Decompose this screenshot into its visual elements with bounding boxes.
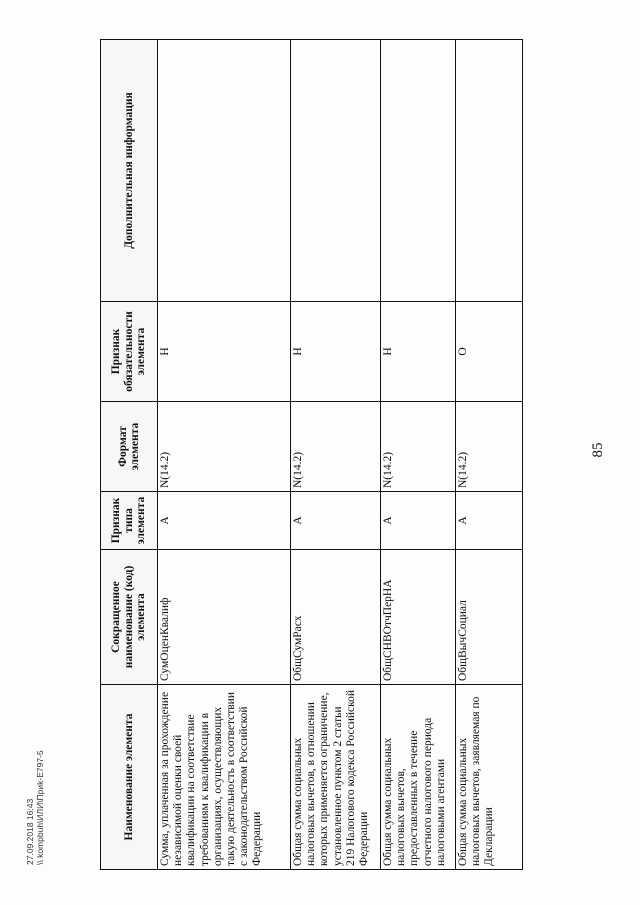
table-row — [456, 40, 523, 870]
table-row — [158, 40, 291, 870]
cell-info — [381, 40, 456, 302]
cell-format: N(14.2) — [291, 402, 381, 492]
cell-required: Н — [381, 302, 456, 402]
cell-type: А — [291, 492, 381, 550]
cell-type: А — [158, 492, 291, 550]
cell-type: А — [381, 492, 456, 550]
cell-name: Общая сумма социальных налоговых вычетов, заявляемая по Декларации — [456, 685, 523, 870]
cell-format: N(14.2) — [456, 402, 523, 492]
table-header-row — [101, 40, 158, 870]
file-stamp — [25, 750, 45, 865]
cell-format: N(14.2) — [158, 402, 291, 492]
cell-code: ОбщСумРасх — [291, 550, 381, 685]
cell-name: Общая сумма социальных налоговых вычетов, в отношении которых применяется ограничение, установленное пунктом 2 статьи 219 Налогового кодекса Российской Федерации — [291, 685, 381, 870]
stamp-date: 27.09.2018 16:43 — [25, 798, 35, 865]
page-number: 85 — [590, 442, 606, 458]
header-name: Наименование элемента — [101, 685, 158, 870]
cell-name: Сумма, уплаченная за прохождение независимой оценки своей квалификации на соответствие требованиям к квалификации в организациях, осуществляющих такую деятельность в соответствии с законодательством Российской Федерации — [158, 685, 291, 870]
header-info: Дополнительная информация — [101, 40, 158, 302]
header-code: Сокращенное наименование (код) элемента — [101, 550, 158, 685]
cell-required: Н — [291, 302, 381, 402]
elements-table — [100, 39, 523, 870]
cell-code: ОбщСНВОтчПерНА — [381, 550, 456, 685]
table-row — [291, 40, 381, 870]
cell-code: СумОценКвалиф — [158, 550, 291, 685]
header-type: Признак типа элемента — [101, 492, 158, 550]
cell-type: А — [456, 492, 523, 550]
stamp-path: \\ kompbuh\ИЛИ\Приk-E797-5 — [35, 750, 45, 865]
cell-format: N(14.2) — [381, 402, 456, 492]
header-required: Признак обязательности элемента — [101, 302, 158, 402]
header-format: Формат элемента — [101, 402, 158, 492]
cell-info — [291, 40, 381, 302]
table-row — [381, 40, 456, 870]
cell-name: Общая сумма социальных налоговых вычетов, предоставленных в течение отчетного налогового периода налоговыми агентами — [381, 685, 456, 870]
cell-info — [158, 40, 291, 302]
cell-code: ОбщВычСоциал — [456, 550, 523, 685]
cell-info — [456, 40, 523, 302]
cell-required: Н — [158, 302, 291, 402]
cell-required: О — [456, 302, 523, 402]
